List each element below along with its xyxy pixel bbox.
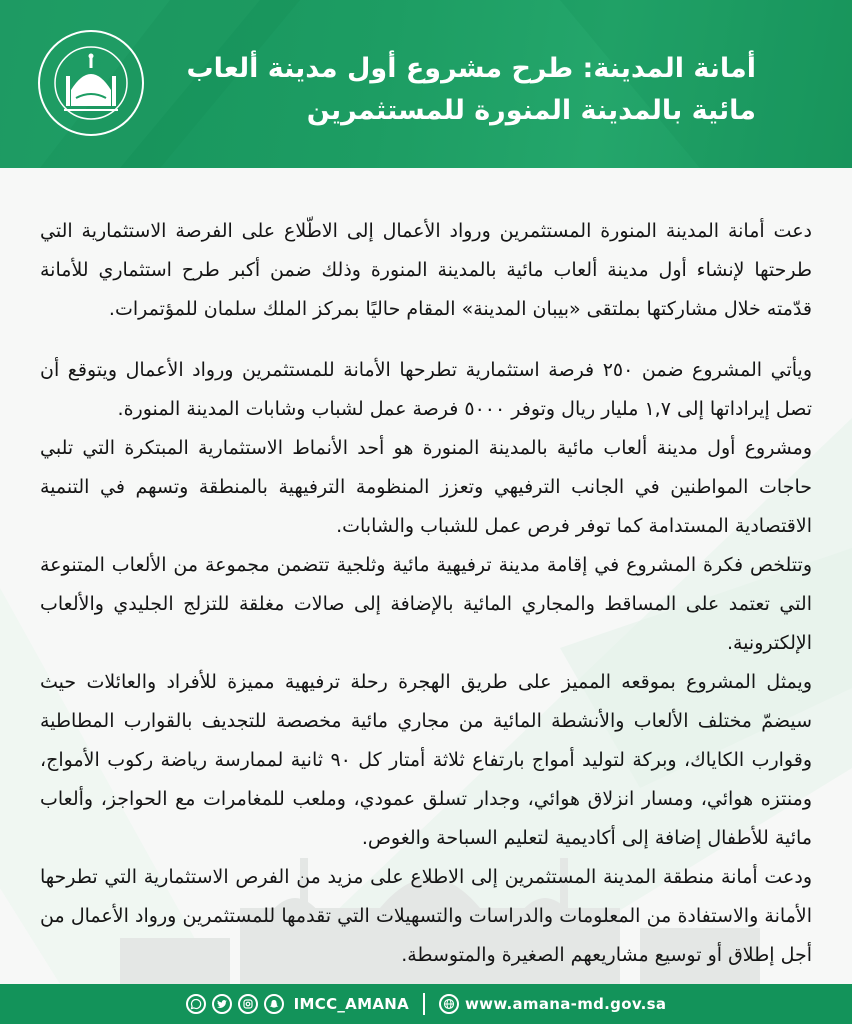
- paragraph-5: ويمثل المشروع بموقعه المميز على طريق الهجرة رحلة ترفيهية مميزة للأفراد والعائلات حيث سيضمّ مختلف الألعاب والأنشطة المائية من مجاري مائية مخصصة للتجديف بالقوارب المطاطية وقوارب الكاياك، وبركة لتوليد أمواج بارتفاع ثلاثة أمتار كل ٩٠ ثانية لممارسة رياضة ركوب الأمواج، ومنتزه هوائي، ومسار انزلاق هوائي، وجدار تسلق عمودي، وملعب للمغامرات مع الحواجز، وألعاب مائية للأطفال إضافة إلى أكاديمية لتعليم السباحة والغوص.: [40, 671, 812, 849]
- snapchat-icon[interactable]: [264, 994, 284, 1014]
- header-banner: [0, 0, 852, 168]
- article-text: [40, 212, 812, 975]
- title-line-1: أمانة المدينة: طرح مشروع أول مدينة ألعاب: [186, 53, 756, 84]
- social-links: [186, 994, 423, 1014]
- page-title: [186, 48, 756, 132]
- paragraph-2: ويأتي المشروع ضمن ٢٥٠ فرصة استثمارية تطرحها الأمانة للمستثمرين ورواد الأعمال ويتوقع أن تصل إيراداتها إلى ١,٧ مليار ريال وتوفر ٥٠٠٠ فرصة عمل لشباب وشابات المدينة المنورة.: [40, 359, 812, 420]
- social-handle[interactable]: IMCC_AMANA: [293, 995, 409, 1013]
- footer-divider: [423, 993, 425, 1015]
- instagram-icon[interactable]: [238, 994, 258, 1014]
- title-line-2: مائية بالمدينة المنورة للمستثمرين: [306, 95, 756, 126]
- paragraph-4: وتتلخص فكرة المشروع في إقامة مدينة ترفيهية مائية وثلجية تتضمن مجموعة من الألعاب المتنوعة التي تعتمد على المساقط والمجاري المائية بالإضافة إلى صالات مغلقة للتزلج الجليدي والألعاب الإلكترونية.: [40, 554, 812, 654]
- whatsapp-icon[interactable]: [186, 994, 206, 1014]
- article-body: [0, 168, 852, 984]
- globe-icon: [439, 994, 459, 1014]
- paragraph-1: دعت أمانة المدينة المنورة المستثمرين ورواد الأعمال إلى الاطّلاع على الفرصة الاستثمارية التي طرحتها لإنشاء أول مدينة ألعاب مائية بالمدينة المنورة وذلك ضمن أكبر طرح استثماري للأمانة قدّمته خلال مشاركتها بملتقى «بيبان المدينة» المقام حاليًا بمركز الملك سلمان للمؤتمرات.: [40, 220, 812, 320]
- footer-bar: [0, 984, 852, 1024]
- website-link[interactable]: www.amana-md.gov.sa: [465, 995, 667, 1013]
- twitter-icon[interactable]: [212, 994, 232, 1014]
- paragraph-3: ومشروع أول مدينة ألعاب مائية بالمدينة المنورة هو أحد الأنماط الاستثمارية المبتكرة التي تلبي حاجات المواطنين في الجانب الترفيهي وتعزز المنظومة الترفيهية بالمنطقة وتسهم في التنمية الاقتصادية المستدامة كما توفر فرص عمل للشباب والشابات.: [40, 437, 812, 537]
- paragraph-6: ودعت أمانة منطقة المدينة المستثمرين إلى الاطلاع على مزيد من الفرص الاستثمارية التي تطرحها الأمانة والاستفادة من المعلومات والدراسات والتسهيلات التي تقدمها للمستثمرين ورواد الأعمال من أجل إطلاق أو توسيع مشاريعهم الصغيرة والمتوسطة.: [40, 866, 812, 966]
- ministry-logo: [36, 28, 146, 138]
